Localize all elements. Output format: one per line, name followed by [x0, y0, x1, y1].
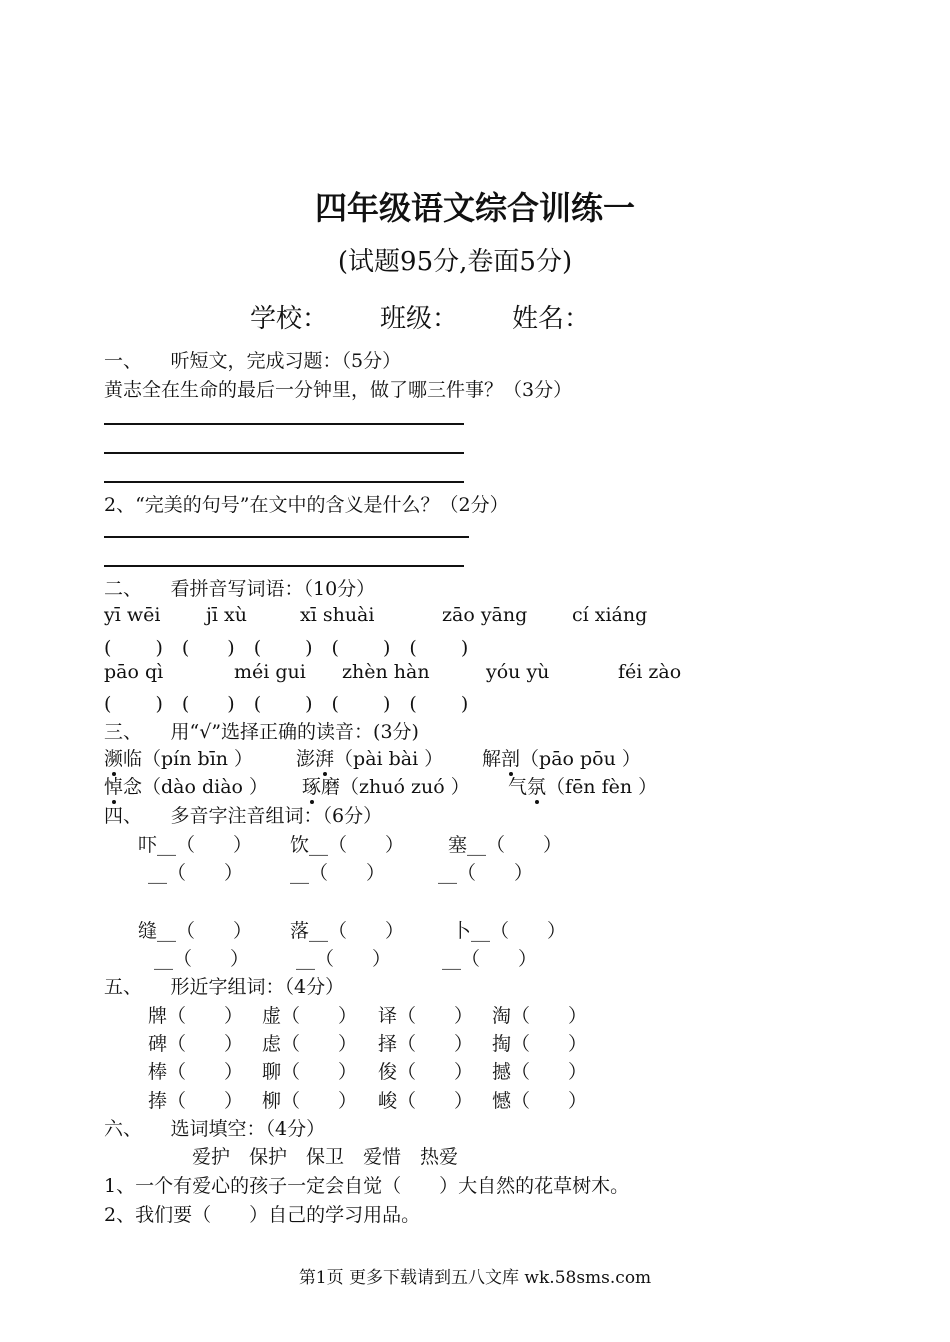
answer-line	[104, 536, 469, 538]
blank-parens: ( ) ( ) ( ) ( ) ( )	[104, 637, 469, 659]
similar-char-item: 柳（ ）	[262, 1090, 358, 1112]
similar-char-item: 择（ ）	[378, 1033, 474, 1055]
section-4-heading: 四、 多音字注音组词：（6分）	[104, 805, 383, 827]
similar-char-item: 牌（ ）	[148, 1005, 244, 1027]
polyphone-item: 缝__（ ）	[138, 920, 253, 942]
pinyin-item: yóu yù	[486, 661, 550, 683]
polyphone-item: 落__（ ）	[290, 920, 405, 942]
pronunciation-item: 濒临（pín bīn ）	[104, 748, 254, 770]
answer-line	[104, 565, 464, 567]
pronunciation-item: 澎湃（pài bài ）	[296, 748, 444, 770]
section-1-heading: 一、 听短文，完成习题：（5分）	[104, 350, 402, 372]
similar-char-item: 掏（ ）	[492, 1033, 588, 1055]
pinyin-item: xī shuài	[300, 604, 375, 626]
fill-question: 2、我们要（ ）自己的学习用品。	[104, 1204, 421, 1226]
page-footer: 第1页 更多下载请到五八文库 wk.58sms.com	[298, 1268, 652, 1288]
polyphone-item: __（ ）	[290, 862, 386, 884]
pinyin-item: yī wēi	[104, 604, 161, 626]
pinyin-item: jī xù	[206, 604, 247, 626]
similar-char-item: 碑（ ）	[148, 1033, 244, 1055]
section-3-heading: 三、 用“√”选择正确的读音：(3分)	[104, 721, 419, 743]
polyphone-item: 饮__（ ）	[290, 834, 405, 856]
section-5-heading: 五、 形近字组词：（4分）	[104, 976, 345, 998]
polyphone-item: __（ ）	[148, 862, 244, 884]
polyphone-item: __（ ）	[442, 948, 538, 970]
similar-char-item: 聊（ ）	[262, 1061, 358, 1083]
pinyin-item: zhèn hàn	[342, 661, 430, 683]
polyphone-item: 塞__（ ）	[448, 834, 563, 856]
similar-char-item: 俊（ ）	[378, 1061, 474, 1083]
name-label: 姓名：	[512, 304, 591, 334]
blank-parens: ( ) ( ) ( ) ( ) ( )	[104, 693, 469, 715]
word-bank: 爱护 保护 保卫 爱惜 热爱	[192, 1146, 459, 1168]
pronunciation-item: 琢磨（zhuó zuó ）	[302, 776, 470, 798]
pronunciation-item: 气氛（fēn fèn ）	[508, 776, 658, 798]
pinyin-item: pāo qì	[104, 661, 164, 683]
polyphone-item: __（ ）	[154, 948, 250, 970]
polyphone-item: __（ ）	[438, 862, 534, 884]
class-label: 班级：	[380, 304, 459, 334]
similar-char-item: 憾（ ）	[492, 1090, 588, 1112]
section-1-question-1: 黄志全在生命的最后一分钟里，做了哪三件事？（3分）	[104, 379, 573, 401]
similar-char-item: 棒（ ）	[148, 1061, 244, 1083]
polyphone-item: 吓__（ ）	[138, 834, 253, 856]
section-6-heading: 六、 选词填空：（4分）	[104, 1118, 326, 1140]
section-1-question-2: 2、“完美的句号”在文中的含义是什么？（2分）	[104, 494, 509, 516]
similar-char-item: 淘（ ）	[492, 1005, 588, 1027]
page-title: 四年级语文综合训练一	[314, 189, 635, 227]
similar-char-item: 虑（ ）	[262, 1033, 358, 1055]
similar-char-item: 虚（ ）	[262, 1005, 358, 1027]
school-label: 学校：	[250, 304, 329, 334]
similar-char-item: 峻（ ）	[378, 1090, 474, 1112]
pinyin-item: méi gui	[234, 661, 306, 683]
answer-line	[104, 452, 464, 454]
polyphone-item: 卜__（ ）	[452, 920, 567, 942]
similar-char-item: 译（ ）	[378, 1005, 474, 1027]
pronunciation-item: 解剖（pāo pōu ）	[482, 748, 641, 770]
answer-line	[104, 423, 464, 425]
pinyin-item: zāo yāng	[442, 604, 528, 626]
pinyin-item: féi zào	[618, 661, 682, 683]
similar-char-item: 撼（ ）	[492, 1061, 588, 1083]
polyphone-item: __（ ）	[296, 948, 392, 970]
pinyin-item: cí xiáng	[572, 604, 648, 626]
answer-line	[104, 481, 464, 483]
pronunciation-item: 悼念（dào diào ）	[104, 776, 269, 798]
score-note: (试题95分,卷面5分)	[337, 247, 573, 277]
fill-question: 1、一个有爱心的孩子一定会自觉（ ）大自然的花草树木。	[104, 1175, 630, 1197]
similar-char-item: 捧（ ）	[148, 1090, 244, 1112]
section-2-heading: 二、 看拼音写词语：（10分）	[104, 578, 376, 600]
